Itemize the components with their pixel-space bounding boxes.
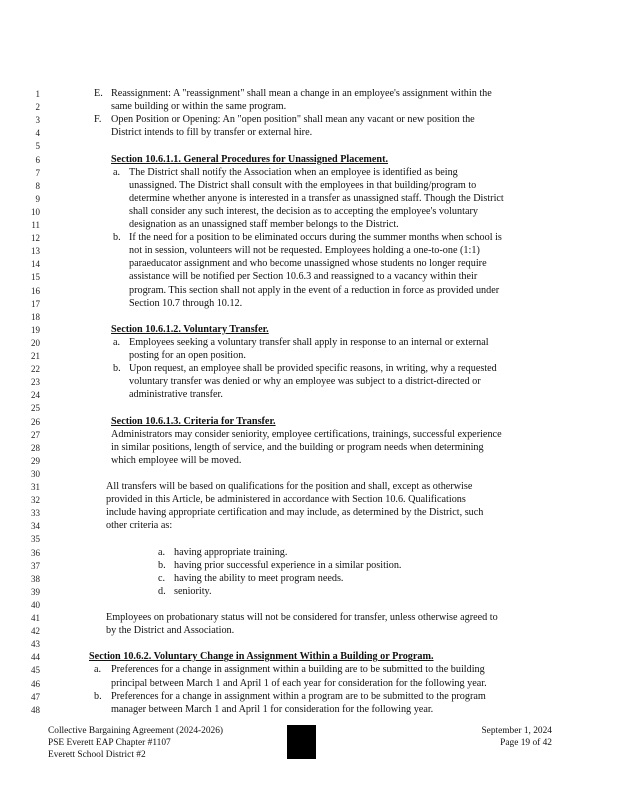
document-line (0, 519, 618, 533)
line-number: 41 (31, 613, 40, 623)
document-line (0, 126, 618, 140)
document-line (0, 270, 618, 284)
line-number: 10 (31, 206, 40, 217)
line-text: voluntary transfer was denied or why an employee was subject to a district-directed or (129, 376, 481, 388)
document-line (0, 663, 618, 677)
list-label: b. (158, 559, 166, 571)
redaction-block (287, 725, 316, 759)
line-text: Preferences for a change in assignment within a building are to be submitted to the building (111, 664, 485, 676)
list-label: a. (158, 546, 166, 558)
line-text: determine whether anyone is interested in a transfer as unassigned staff. Though the District (129, 192, 504, 204)
document-line (0, 546, 618, 560)
line-number: 47 (31, 691, 40, 702)
document-line (0, 401, 618, 415)
line-number: 32 (31, 495, 40, 506)
document-line (0, 257, 618, 271)
line-text: include having appropriate certification and may include, as determined by the District, such (106, 507, 484, 519)
line-number: 42 (31, 626, 40, 637)
document-line (0, 454, 618, 468)
document-line (0, 362, 618, 376)
line-text: shall consider any such interest, the decision as to accepting the employee's voluntary (129, 205, 478, 217)
document-line (0, 532, 618, 546)
line-text: in similar positions, length of service, and the building or program needs when determining (111, 441, 484, 453)
line-number: 18 (31, 311, 40, 322)
document-line (0, 231, 618, 245)
line-number: 16 (31, 285, 40, 296)
line-text: Reassignment: A "reassignment" shall mean a change in an employee's assignment within the (111, 88, 492, 99)
footer-right (481, 725, 552, 749)
footer-district: Everett School District #2 (48, 750, 146, 760)
line-text: If the need for a position to be eliminated occurs during the summer months when school is (129, 232, 502, 244)
line-number: 35 (31, 534, 40, 545)
line-number: 15 (31, 272, 40, 283)
line-number: 3 (35, 115, 40, 126)
line-number: 43 (31, 639, 40, 650)
list-label: b. (113, 363, 121, 375)
document-line (0, 244, 618, 258)
list-label: a. (113, 166, 121, 178)
list-label: b. (113, 232, 121, 244)
document-line (0, 297, 618, 311)
line-text: having prior successful experience in a similar position. (174, 559, 402, 571)
section-heading: Section 10.6.1.3. Criteria for Transfer. (111, 415, 276, 427)
document-line (0, 585, 618, 599)
document-line (0, 637, 618, 651)
line-number: 1 (35, 89, 40, 99)
line-text: by the District and Association. (106, 625, 235, 637)
line-text: same building or within the same program. (111, 101, 287, 113)
document-line (0, 375, 618, 389)
document-line (0, 493, 618, 507)
document-line (0, 690, 618, 704)
document-line (0, 624, 618, 638)
document-line (0, 480, 618, 494)
line-number: 2 (35, 102, 40, 113)
section-heading: Section 10.6.1.2. Voluntary Transfer. (111, 323, 269, 335)
line-text: program. This section shall not apply in the event of a reduction in force as provided under (129, 284, 500, 296)
line-number: 27 (31, 429, 40, 440)
line-number: 14 (31, 259, 40, 270)
footer-date: September 1, 2024 (481, 726, 552, 736)
footer-left (48, 725, 223, 761)
document-line (0, 611, 618, 625)
line-number: 7 (35, 167, 40, 178)
line-number: 25 (31, 403, 40, 414)
document-line (0, 677, 618, 691)
line-text: Upon request, an employee shall be provided specific reasons, in writing, why a requested (129, 363, 497, 375)
line-text: Employees on probationary status will not be considered for transfer, unless otherwise agreed to (106, 612, 498, 623)
document-line (0, 87, 618, 101)
line-text: having appropriate training. (174, 546, 288, 558)
line-number: 33 (31, 508, 40, 519)
document-line (0, 100, 618, 114)
line-number: 44 (31, 652, 40, 663)
line-text: paraeducator assignment and who become unassigned whose students no longer require (129, 258, 487, 270)
list-label: a. (94, 664, 102, 676)
line-number: 11 (31, 220, 40, 230)
footer-agreement-title: Collective Bargaining Agreement (2024-2026) (48, 726, 224, 736)
line-number: 12 (31, 233, 40, 244)
document-line (0, 192, 618, 206)
line-number: 20 (31, 337, 40, 348)
line-number: 17 (31, 298, 40, 309)
document-line (0, 388, 618, 402)
line-number: 22 (31, 364, 40, 375)
line-text: All transfers will be based on qualifications for the position and shall, except as otherwise (106, 481, 473, 492)
line-text: The District shall notify the Association when an employee is identified as being (129, 166, 458, 178)
document-line (0, 218, 618, 232)
line-text: posting for an open position. (129, 350, 246, 361)
line-number: 45 (31, 665, 40, 676)
line-number: 37 (31, 560, 40, 571)
document-line (0, 703, 618, 717)
line-text: having the ability to meet program needs. (174, 572, 344, 584)
line-text: principal between March 1 and April 1 of each year for consideration for the following year. (111, 677, 487, 689)
list-label: a. (113, 336, 121, 348)
line-number: 48 (31, 704, 40, 715)
line-text: other criteria as: (106, 520, 173, 532)
document-line (0, 650, 618, 664)
document-line (0, 284, 618, 298)
document-line (0, 179, 618, 193)
line-number: 5 (35, 141, 40, 152)
line-number: 30 (31, 468, 40, 479)
line-number: 24 (31, 390, 40, 401)
line-number: 29 (31, 455, 40, 466)
line-text: Open Position or Opening: An "open position" shall mean any vacant or new position the (111, 114, 475, 126)
document-line (0, 336, 618, 350)
line-number: 8 (35, 180, 40, 191)
document-line (0, 428, 618, 442)
document-line (0, 441, 618, 455)
line-text: seniority. (174, 585, 212, 597)
line-text: Section 10.7 through 10.12. (129, 297, 243, 309)
line-number: 9 (35, 193, 40, 204)
line-text: administrative transfer. (129, 389, 223, 401)
list-label: c. (158, 572, 166, 584)
document-line (0, 310, 618, 324)
line-number: 40 (31, 599, 40, 610)
document-line (0, 166, 618, 180)
line-number: 28 (31, 442, 40, 453)
line-number: 26 (31, 416, 40, 427)
document-line (0, 572, 618, 586)
document-line (0, 113, 618, 127)
line-text: designation as an unassigned staff member belongs to the District. (129, 219, 399, 230)
line-number: 31 (31, 482, 40, 492)
document-line (0, 323, 618, 337)
line-number: 6 (35, 154, 40, 165)
line-text: District intends to fill by transfer or external hire. (111, 127, 313, 139)
line-number: 39 (31, 586, 40, 597)
document-line (0, 153, 618, 167)
document-line (0, 415, 618, 429)
line-number: 36 (31, 547, 40, 558)
line-number: 38 (31, 573, 40, 584)
line-number: 34 (31, 521, 40, 532)
document-line (0, 598, 618, 612)
document-line (0, 139, 618, 153)
line-number: 46 (31, 678, 40, 689)
document-line (0, 559, 618, 573)
line-text: assistance will be notified per Section 10.6.3 and reassigned to a vacancy within their (129, 271, 478, 283)
document-line (0, 205, 618, 219)
line-number: 21 (31, 351, 40, 361)
line-text: Employees seeking a voluntary transfer shall apply in response to an internal or external (129, 336, 489, 348)
footer-page-number: Page 19 of 42 (500, 738, 552, 748)
footer-chapter: PSE Everett EAP Chapter #1107 (48, 738, 171, 748)
line-text: Preferences for a change in assignment within a program are to be submitted to the program (111, 690, 486, 702)
list-label: E. (94, 88, 103, 99)
line-number: 23 (31, 377, 40, 388)
document-line (0, 467, 618, 481)
list-label: F. (94, 114, 102, 126)
line-text: unassigned. The District shall consult with the employees in that building/program to (129, 179, 477, 191)
line-number: 4 (35, 128, 40, 139)
list-label: d. (158, 585, 166, 597)
line-text: which employee will be moved. (111, 454, 242, 466)
line-number: 13 (31, 246, 40, 257)
list-label: b. (94, 690, 102, 702)
line-number: 19 (31, 324, 40, 335)
section-heading: Section 10.6.1.1. General Procedures for Unassigned Placement. (111, 153, 389, 165)
document-line (0, 506, 618, 520)
document-line (0, 349, 618, 363)
line-text: provided in this Article, be administered in accordance with Section 10.6. Qualifications (106, 494, 466, 506)
line-text: not in session, volunteers will not be requested. Employees holding a one-to-one (1:1) (129, 245, 480, 257)
line-text: manager between March 1 and April 1 for consideration for the following year. (111, 703, 434, 715)
line-text: Administrators may consider seniority, employee certifications, trainings, successful experience (111, 428, 502, 440)
section-heading: Section 10.6.2. Voluntary Change in Assignment Within a Building or Program. (89, 651, 434, 663)
